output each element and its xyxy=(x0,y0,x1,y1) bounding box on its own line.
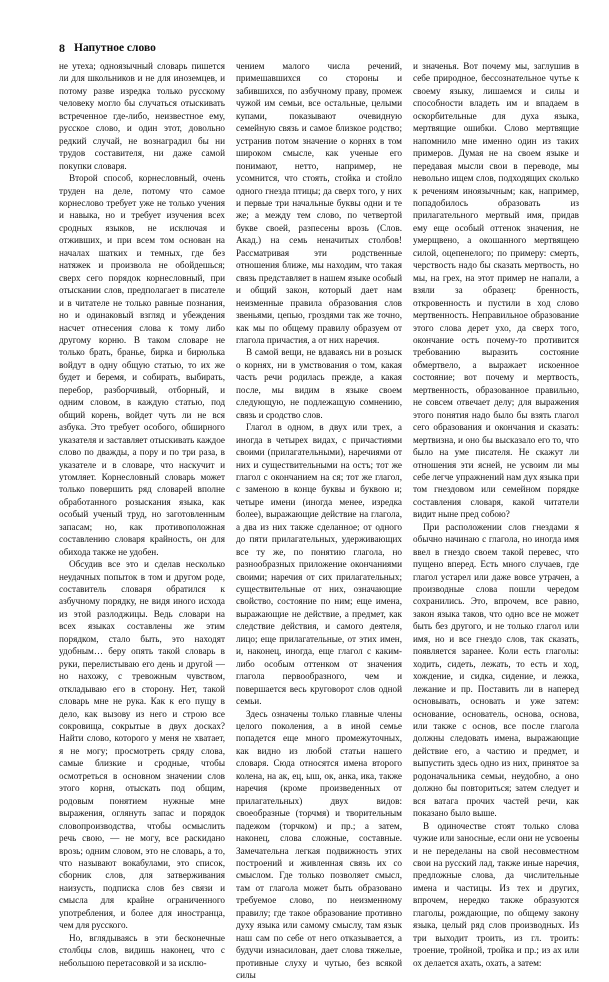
page-number: 8 xyxy=(59,41,65,55)
paragraph: При расположении слов гнездами я обычно начинаю с глагола, но иногда имя ввел в гнездо своем такой перевес, что пущено вперед. Есть много случаев, где глагол устарел или даже вовсе утрачен, а производные слова пошли чередом сохранились. Это, впрочем, все равно, закон языка таков, что одно все не может быть без другого, и не только глагол или имя, но и все гнездо слов, так сказать, появляется заранее. Коли есть глаголы: ходить, сидеть, лежать, то есть и ход, хождение, и сидка, сидение, и лежка, лежание и пр. Поставить ли в наперед основывать, основать и уже затем: основание, основатель, основа, основа, или также с основ, все после глагола должны следовать имена, выражающие действие его, а частию и предмет, и выпустить здесь одно из них, принятое за родоначальника семьи, неудобно, а оно должно бы повториться; затем следует и вся ватага прочих частей речи, как показано было выше. xyxy=(413,521,579,819)
paragraph: В самой вещи, не вдаваясь ни в розыск о корнях, ни в умствования о том, какая часть речи родилась прежде, а какая после, мы видим в языке своем следующую, не подлежащую сомнению, связь и сродство слов. xyxy=(236,347,402,420)
text-column-right xyxy=(413,60,579,968)
text-column-left xyxy=(59,60,225,968)
paragraph: Обсудив все это и сделав несколько неудачных попыток в том и другом роде, составитель словаря обратился к азбучному порядку, не видя иного исхода из этой разлоджицы. Ведь словари на всех языках составлены же этим порядком, стало быть, это находят удобным… беру опять такой словарь в руки, перелистываю его день и другой — но нахожу, с тревожным чувством, откладываю его в сторону. Нет, такой словарь мне не рука. Как к его пущу в дело, как вызову из него и строю все сокровища, сокрытые в двух досках? Найти слово, которого у меня не хватает, я не могу; просмотреть сряду слова, самые близкие и сродные, чтобы осмотреться в основном значении слов этого корня, отыскать под общим, родовым понятием нужные мне выражения, оглянуть запас и порядок словопроизводства, чтобы осмыслить речь свою, — не могу, все раскидано врозь; одним словом, это не словарь, а то, что называют вокабулами, это список, сборник слов, для затверживания наизусть, подписка слов без связи и смысла для крайне ограниченного употребления, и более для иностранца, чем для русского. xyxy=(59,559,225,931)
paragraph: Второй способ, корнесловный, очень труден на деле, потому что самое корнеслово требует уже не только учения и навыка, но и требует изучения всех сродных языков, не исключая и отживших, и при всем том основан на началах шатких и темных, где без натяжек и произвола не обойдешься; сверх сего порядок корнесловный, при отыскании слов, предполагает в писателе и в читателе не только равные познания, но и одинаковый взгляд и убеждения насчет отнесения слова к тому либо другому корню. В таком словаре не только брать, бранье, бирка и бирюлька войдут в одну общую статью, то их же будет и беремя, и собирать, выбирать, перебор, разборчивый, отборный, и одним словом, в каждую статью, под общий корень, войдет чуть ли не вся азбука. Это требует особого, обширного указателя и заставляет отыскивать каждое слово по дважды, а пору и по три раза, в указателе и в словаре, что наскучит и утомляет. Корнесловный словарь может только повершить ряд словарей вполне обработанного розыскания языка, как особый ученый труд, но заготовленным запасам; но, как противоположная составлению словаря крайность, он для обихода также не удобен. xyxy=(59,173,225,557)
paragraph: и значенья. Вот почему мы, заглушив в себе природное, бессознательное чутье к своему языку, лишаемся и силы и способности владеть им и впадаем в оскорбительные для духа языка, мертвящие ошибки. Слово мертвящие напомнило мне именно один из таких примеров. Думая не на своем языке и передавая мысли свои в переводе, мы невольно ищем слов, подходящих сколько к речениям иноязычным; как, например, попадобилось образовать из прилагательного мертвый имя, придав ему еще особый оттенок значения, не умерщвено, а окошанного мертвящею силой, оцепенелого; по примеру: смерть, черствость надо бы сказать мертвость, но мы, на грех, на этот пример не напали, а взяли за образец: бренность, откровенность и пустили в ход слово мертвенность. Неправильное образование этого слова дерет ухо, да сверх того, окончание остъ почему-то противится требованию выразить состояние обмертвело, а выражает искоенное состояние; вот почему и мертвость, мертвенность, образованное правильно, не совсем отвечает делу; для выражения этого понятия надо было бы взять глагол сего образования и окончания и сказать: мертвизна, и оно бы высказало его то, что было на уме писателя. Не скажут ли отношения эти ясней, не усвоим ли мы себе легче упражнений нам дух языка при том гнездовом или семейном порядке составления словаря, какой читатели видит ныне пред собою? xyxy=(413,61,579,520)
page-header xyxy=(59,41,579,55)
paragraph: Глагол в одном, в двух или трех, а иногда в четырех видах, с причастиями своими (прилагательными), наречиями от них и существительными на остъ; тот же глагол с окончанием на ся; тот же глагол, с заменою в конце буквы и буквою и; четыре имени (иногда менее, изредка более), выражающие действие на глагола, а два из них также сделанное; от одного до пяти прилагательных, удерживающих все ту же, по понятию глагола, но разнообразных приложение окончаниями своими; наречия от сих прилагательных; существительные от них, означающие свойство, состояние по ним; еще имена, выражающие не действие, а предмет, как следствие действия, и самого деятеля, лицо; еще прилагательные, от этих имен, и, наконец, иногда, еще глагол с каким-либо особым оттенком от значения глагола первообразного, чем и повершается весь круговорот слов одной семьи. xyxy=(236,422,402,707)
paragraph: В одиночестве стоят только слова чужие или заносные, если они не усвоены и не переделаны на свой несовместном свои на русский лад, также иные наречия, предложные слова, да числительные имена и частицы. Из тех и других, впрочем, нередко также образуются глаголы, рождающие, по общему закону языка, целый ряд слов производных. Из три выходит троить, из гл. троить: троение, тройной, тройка и пр.; из ах или ох делается ахать, охать, а затем: xyxy=(413,820,579,968)
paragraph: не утеха; одноязычный словарь пишется ли для школьников и не для иноземцев, и потому разве изредка только русскому человеку могло бы случаться отыскивать встреченное где-либо, неизвестное ему, русское слово, и один этот, довольно редкий случай, не вознаградил бы ни трудов составителя, ни даже самой покупки словаря. xyxy=(59,61,225,171)
paragraph: Здесь означены только главные члены целого поколения, а в иной семье попадется еще много промежуточных, как видно из любой статьи нашего словаря. Сюда относятся имена второго колена, на ак, ец, ыш, ок, анка, ика, также наречия (кроме произведенных от прилагательных) двух видов: своеобразные (торчмя) и творительным падежом (торчком) и пр.; а затем, наконец, слова сложные, составные. Замечательна легкая подвижность этих построений и живленная связь их со смыслом. Где только позволяет смысл, там от глагола может быть образовано требуемое слово, по неизменному правилу; где такое образование противно духу языка или самому смыслу, там язык наш сам по себе от него отказывается, а будучи изнасилован, дает слова тяжелые, противные слуху и чутью, без всякой силы xyxy=(236,708,402,981)
paragraph: чением малого числа речений, примешавшихся со стороны и забившихся, по азбучному праву, промеж чужой им семьи, все остальные, целыми купами, показывают очевидную семейную связь и самое близкое родство; устранив потом значение о корнях в том широком смысле, как ученые его понимают, нетто, например, не усомнится, что стоять, стойка и стойло одного гнезда птицы; да сверх того, у них и первые три начальные буквы одни и те же; а между тем слово, по четвертой букве своей, разпесены врозь (Слов. Акад.) на семь неначитых столбов! Рассматривая эти родственные отношения ближе, мы находим, что такая связь представляет в нашем языке особый и общий закон, который дает нам неизменные правила образования слов звеньями, цепью, гроздями так же точно, как мы по общему правилу образуем от глагола причастия, а от них наречия. xyxy=(236,61,402,345)
running-title: Напутное слово xyxy=(74,42,156,54)
text-column-middle xyxy=(236,60,402,981)
paragraph: Но, вглядываясь в эти бесконечные столбцы слов, видишь наконец, что с небольшою перетасовкой и за исклю- xyxy=(59,932,225,968)
